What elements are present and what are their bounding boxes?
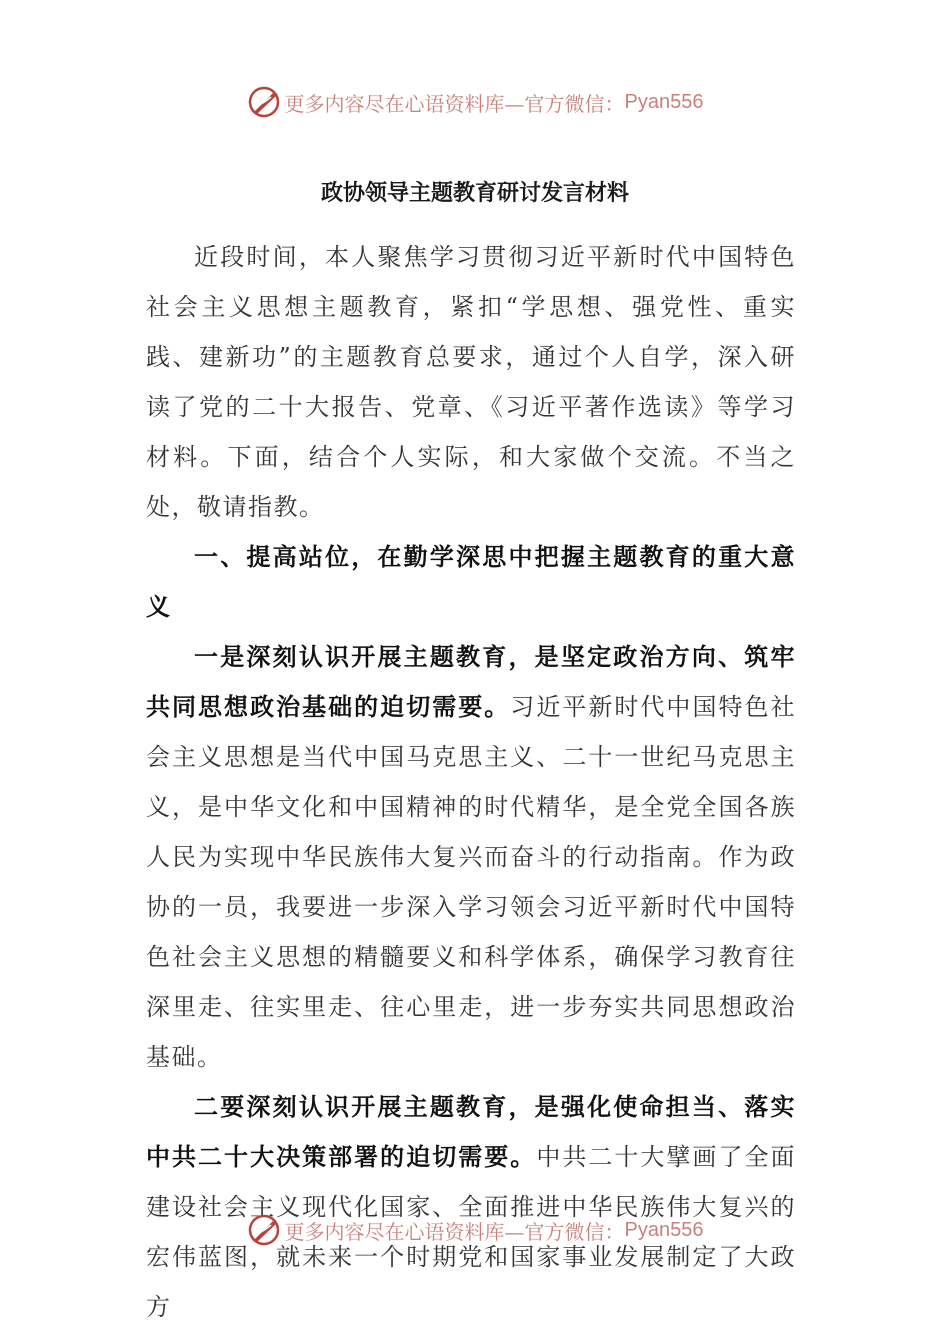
document-title: 政协领导主题教育研讨发言材料 [320,180,629,206]
watermark-account: Pyan556 [624,90,704,113]
point-1-body: 习近平新时代中国特色社会主义思想是当代中国马克思主义、二十一世纪马克思主义，是中华文化和中国精神的时代精华，是全党全国各族人民为实现中华民族伟大复兴而奋斗的行动指南。作为政协的一员，我要进一步深入学习领会习近平新时代中国特色社会主义思想的精髓要义和科学体系，确保学习教育往深里走、往实里走、往心里走，进一步夯实共同思想政治基础。 [146,693,797,1071]
section-heading: 一、提高站位，在勤学深思中把握主题教育的重大意义 [146,542,796,621]
watermark-footer [0,1210,950,1250]
watermark-text: 更多内容尽在心语资料库—官方微信： [284,1219,625,1244]
point-2-lead: 二要深刻认识开展主题教育，是强化使命担当、落实中共二十大决策部署的迫切需要。 [146,1092,796,1171]
point-1-paragraph [146,632,796,1082]
watermark-text: 更多内容尽在心语资料库—官方微信： [284,91,625,116]
document-body [146,232,796,1332]
point-2-paragraph [146,1082,796,1332]
quill-logo-icon [247,1213,281,1247]
point-1-lead: 一是深刻认识开展主题教育，是坚定政治方向、筑牢共同思想政治基础的迫切需要。 [146,642,796,721]
point-2-body: 中共二十大擘画了全面建设社会主义现代化国家、全面推进中华民族伟大复兴的宏伟蓝图，就未来一个时期党和国家事业发展制定了大政方 [146,1143,796,1321]
quill-logo-icon [247,85,281,119]
watermark-header [0,82,950,122]
watermark-account: Pyan556 [624,1218,704,1241]
intro-paragraph: 近段时间，本人聚焦学习贯彻习近平新时代中国特色社会主义思想主题教育，紧扣“学思想、强党性、重实践、建新功”的主题教育总要求，通过个人自学，深入研读了党的二十大报告、党章、《习近平著作选读》等学习材料。下面，结合个人实际，和大家做个交流。不当之处，敬请指教。 [146,243,796,521]
